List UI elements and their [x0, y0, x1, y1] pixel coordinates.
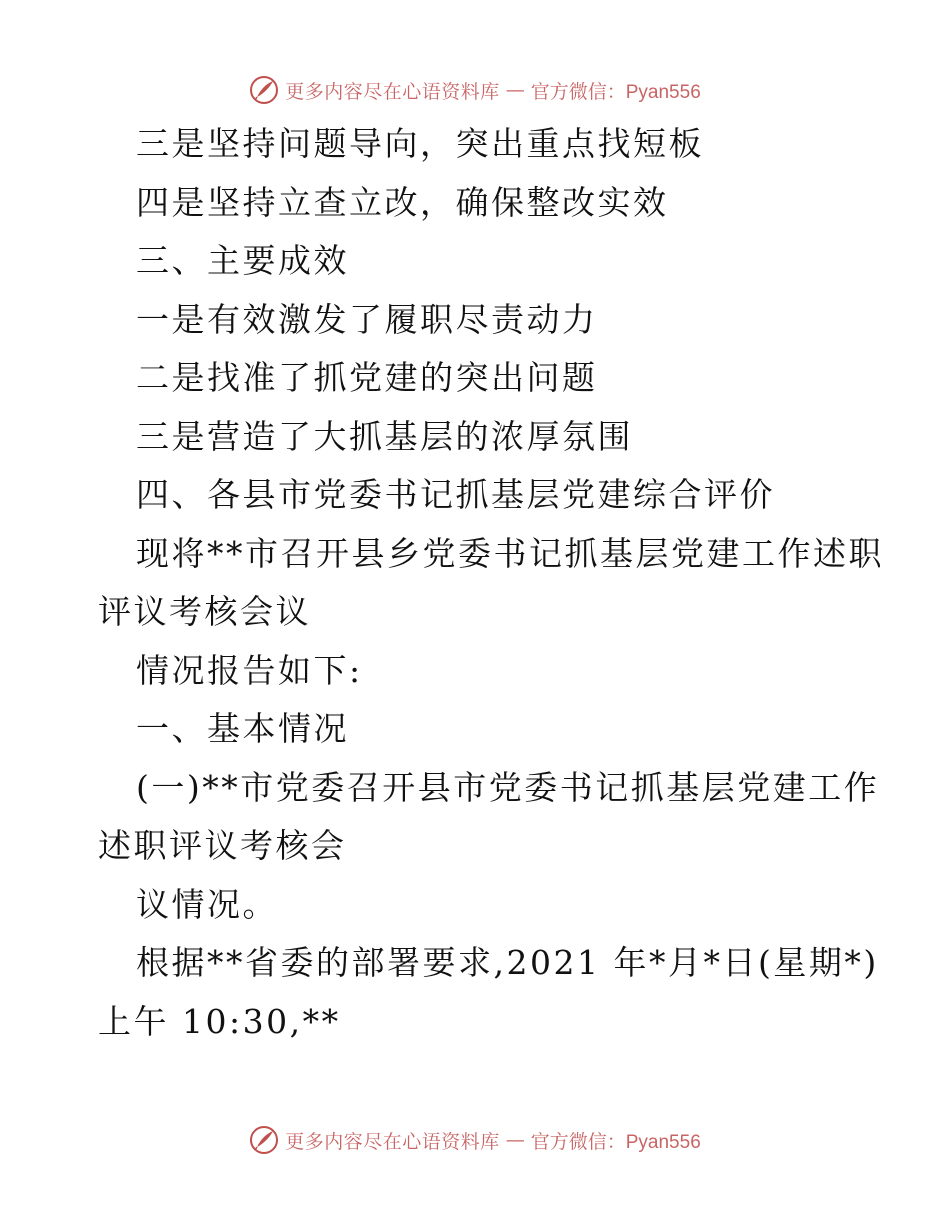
text-line: 述职评议考核会 — [98, 826, 347, 865]
watermark-separator: — — [505, 79, 525, 101]
text-line: 情况报告如下: — [136, 650, 363, 690]
text-line: 四是坚持立查立改，确保整改实效 — [136, 182, 669, 222]
watermark-wechat: 官方微信：Pyan556 — [530, 81, 701, 103]
watermark-wechat: 官方微信：Pyan556 — [530, 1131, 701, 1153]
watermark-separator: — — [505, 1129, 525, 1151]
footer-watermark — [0, 1120, 950, 1160]
section-heading: 一、基本情况 — [136, 709, 349, 748]
text-line: 上午 10:30,** — [98, 1001, 341, 1041]
watermark-text: 更多内容尽在心语资料库 — [285, 1130, 500, 1153]
quill-logo-icon — [249, 1125, 279, 1155]
section-heading: 三、主要成效 — [136, 241, 349, 280]
header-watermark — [0, 70, 950, 110]
text-line: 现将**市召开县乡党委书记抓基层党建工作述职 — [136, 533, 884, 573]
document-body — [98, 115, 884, 1051]
text-line: 一是有效激发了履职尽责动力 — [136, 299, 598, 339]
subsection-heading: (一)**市党委召开县市党委书记抓基层党建工作 — [136, 767, 880, 807]
text-line: 二是找准了抓党建的突出问题 — [136, 358, 598, 397]
watermark-text: 更多内容尽在心语资料库 — [285, 80, 500, 103]
text-line: 议情况。 — [136, 884, 278, 924]
text-line: 三是坚持问题导向，突出重点找短板 — [136, 124, 704, 163]
section-heading: 四、各县市党委书记抓基层党建综合评价 — [136, 475, 775, 514]
text-line: 三是营造了大抓基层的浓厚氛围 — [136, 416, 633, 456]
text-line: 根据**省委的部署要求,2021 年*月*日(星期*) — [136, 943, 879, 982]
text-line: 评议考核会议 — [98, 592, 311, 631]
quill-logo-icon — [249, 75, 279, 105]
